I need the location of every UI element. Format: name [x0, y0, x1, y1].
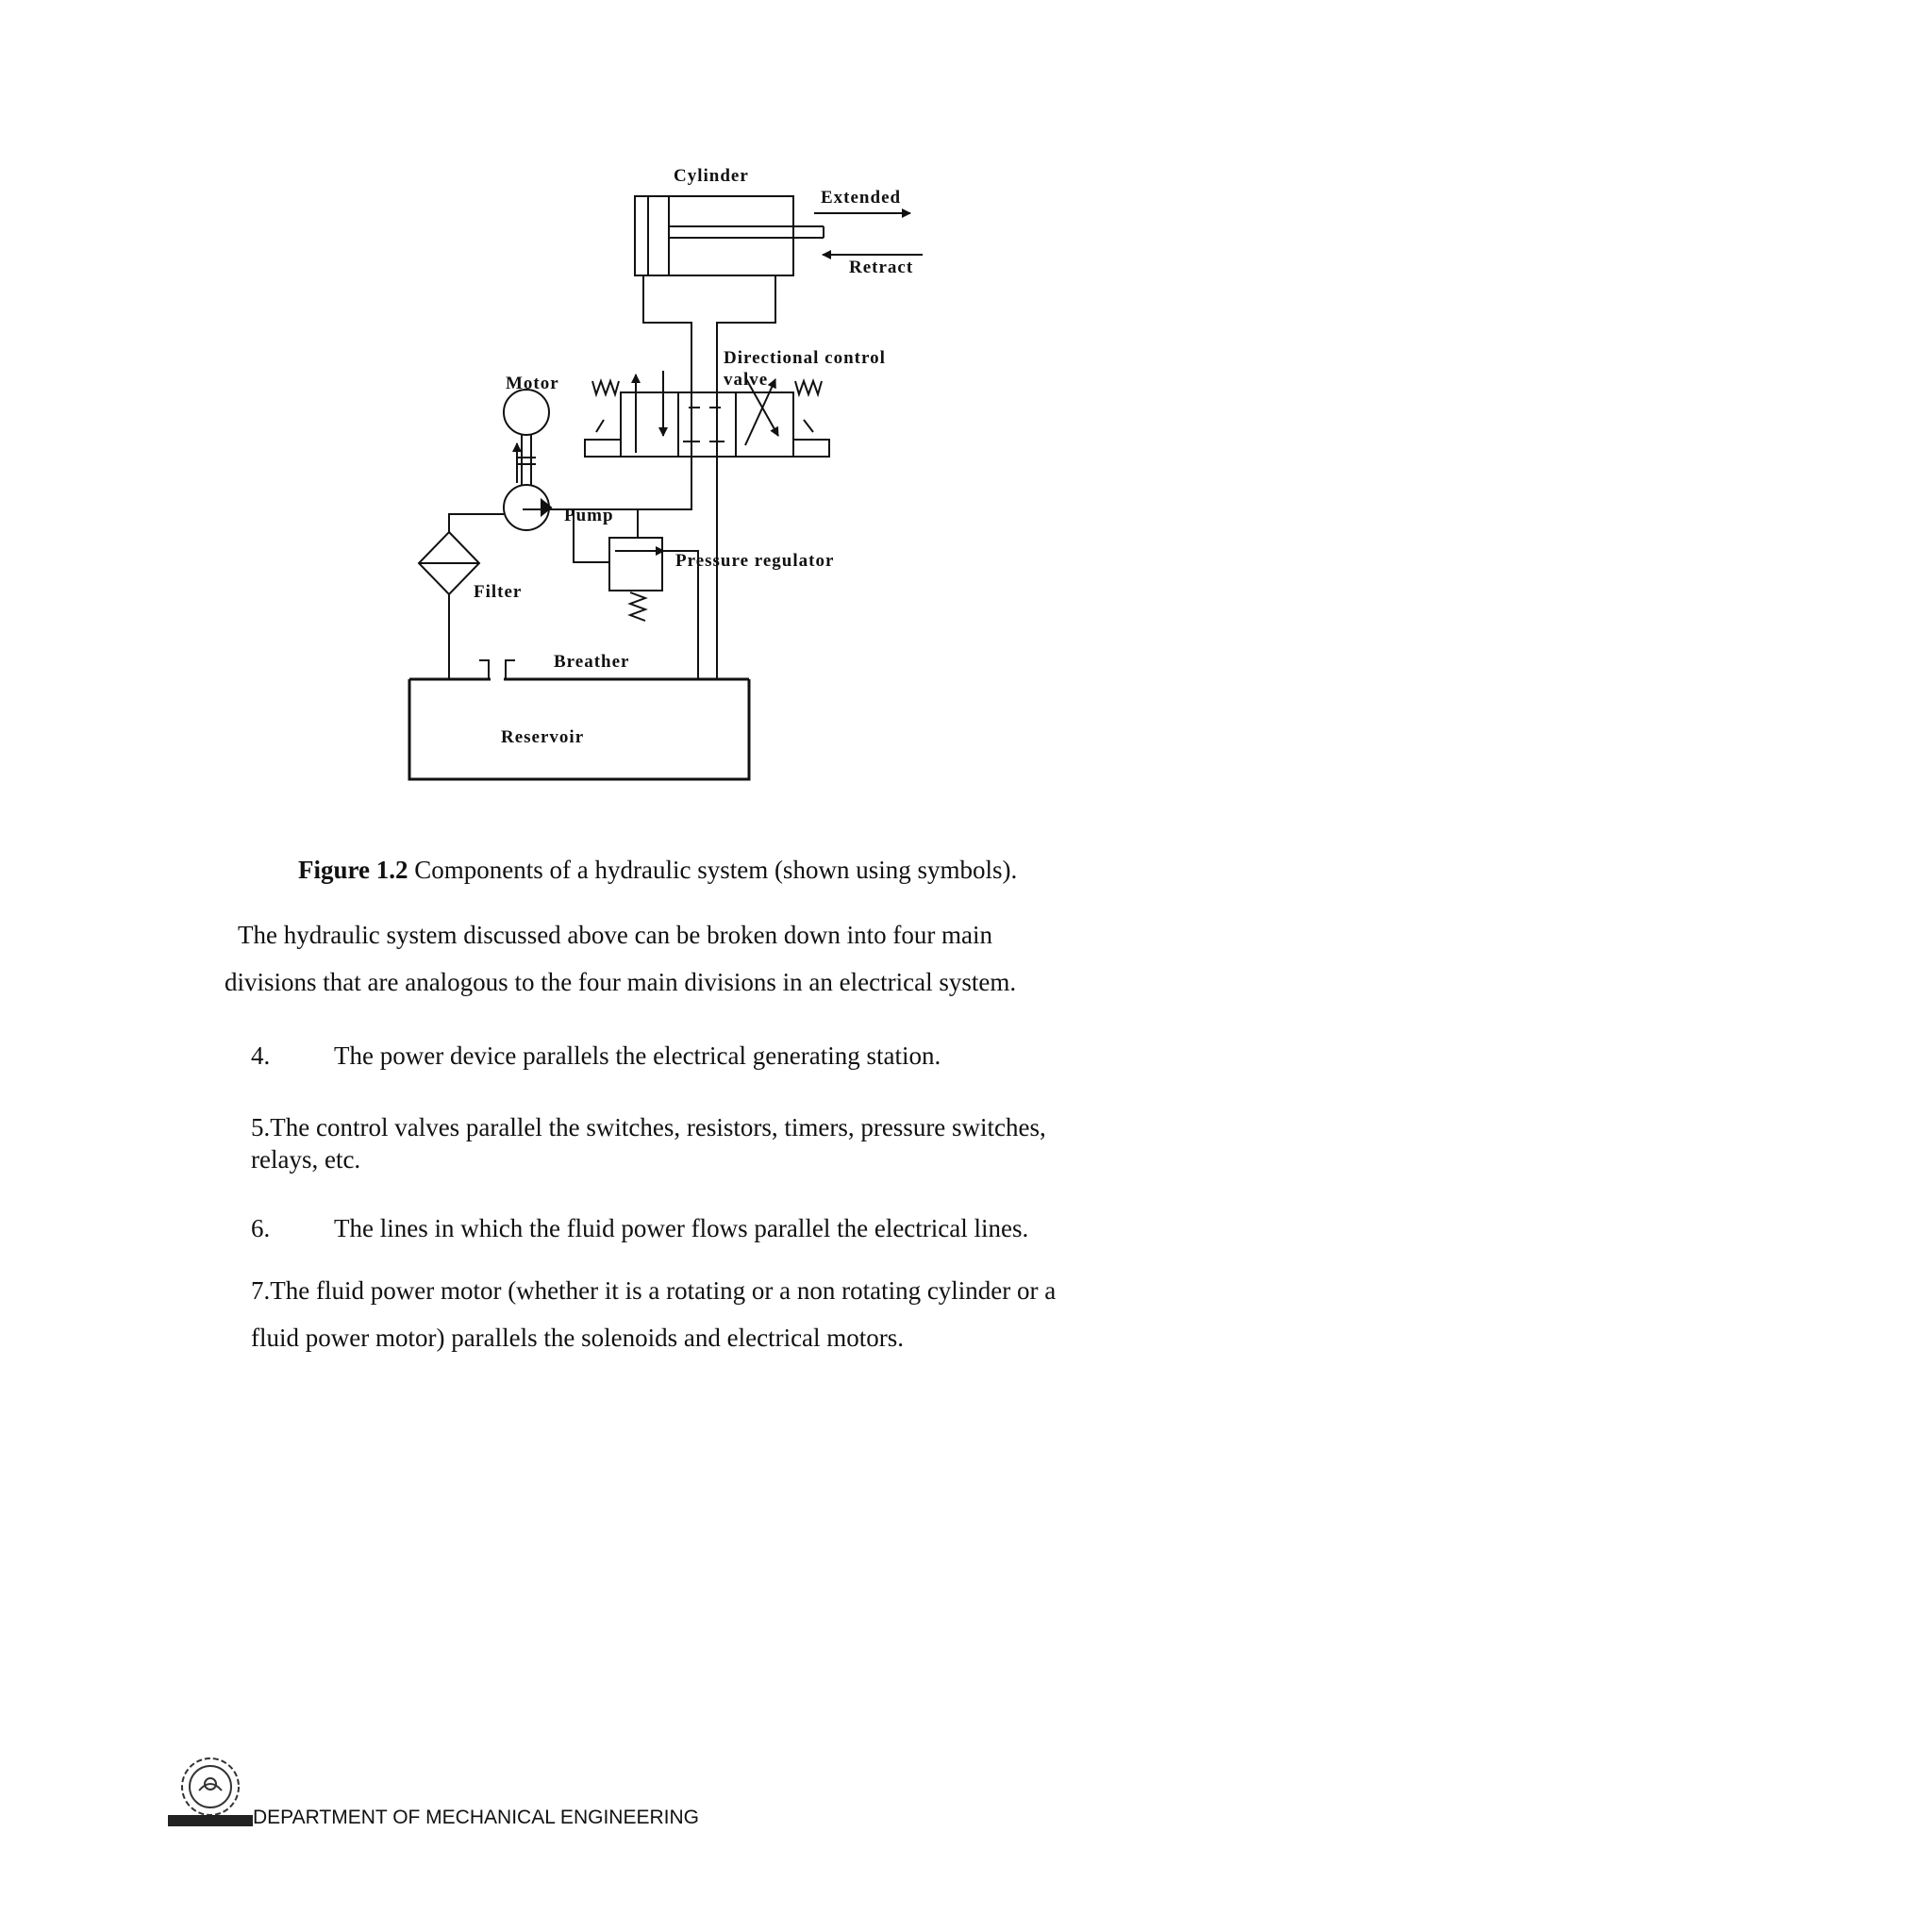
list-item-number: 4.: [251, 1041, 271, 1070]
pressure-regulator-label: Pressure regulator: [675, 551, 835, 571]
list-item-number: 7.: [251, 1276, 271, 1305]
hydraulic-system-diagram: [0, 0, 1932, 849]
list-item: [251, 1111, 1046, 1143]
reservoir-symbol: [409, 660, 749, 779]
list-item-text: The lines in which the fluid power flows parallel the electrical lines.: [334, 1214, 1029, 1242]
list-item-continuation: fluid power motor) parallels the solenoids and electrical motors.: [251, 1324, 905, 1352]
figure-number: Figure 1.2: [298, 856, 408, 884]
cylinder-symbol: [635, 196, 923, 370]
department-name: DEPARTMENT OF MECHANICAL ENGINEERING: [253, 1807, 699, 1828]
list-item-continuation: relays, etc.: [251, 1145, 361, 1174]
list-item-text: The fluid power motor (whether it is a rotating or a non rotating cylinder or a: [270, 1276, 1057, 1305]
filter-label: Filter: [474, 582, 523, 602]
list-item-number: 5.: [251, 1113, 271, 1141]
pump-label: Pump: [564, 506, 614, 525]
figure-caption-text: Components of a hydraulic system (shown using symbols).: [408, 856, 1018, 884]
list-item-number: 6.: [251, 1214, 271, 1242]
list-item: [251, 1040, 941, 1072]
retract-label: Retract: [849, 258, 914, 277]
list-item: [251, 1274, 1056, 1307]
breather-label: Breather: [554, 652, 630, 672]
reservoir-label: Reservoir: [501, 727, 585, 747]
dcv-label-line1: Directional control: [724, 348, 886, 368]
motor-label: Motor: [506, 374, 559, 393]
dcv-label-line2: valve: [724, 370, 769, 390]
figure-caption: [298, 854, 1017, 886]
college-logo: [168, 1753, 253, 1828]
list-item-text: The power device parallels the electrical generating station.: [334, 1041, 941, 1070]
extended-label: Extended: [821, 188, 902, 208]
cylinder-label: Cylinder: [674, 166, 749, 186]
list-item: [251, 1212, 1028, 1244]
list-item-text: The control valves parallel the switches, resistors, timers, pressure switches,: [270, 1113, 1046, 1141]
intro-line-1: The hydraulic system discussed above can be broken down into four main: [238, 921, 993, 949]
intro-line-2: divisions that are analogous to the four main divisions in an electrical system.: [225, 968, 1017, 996]
